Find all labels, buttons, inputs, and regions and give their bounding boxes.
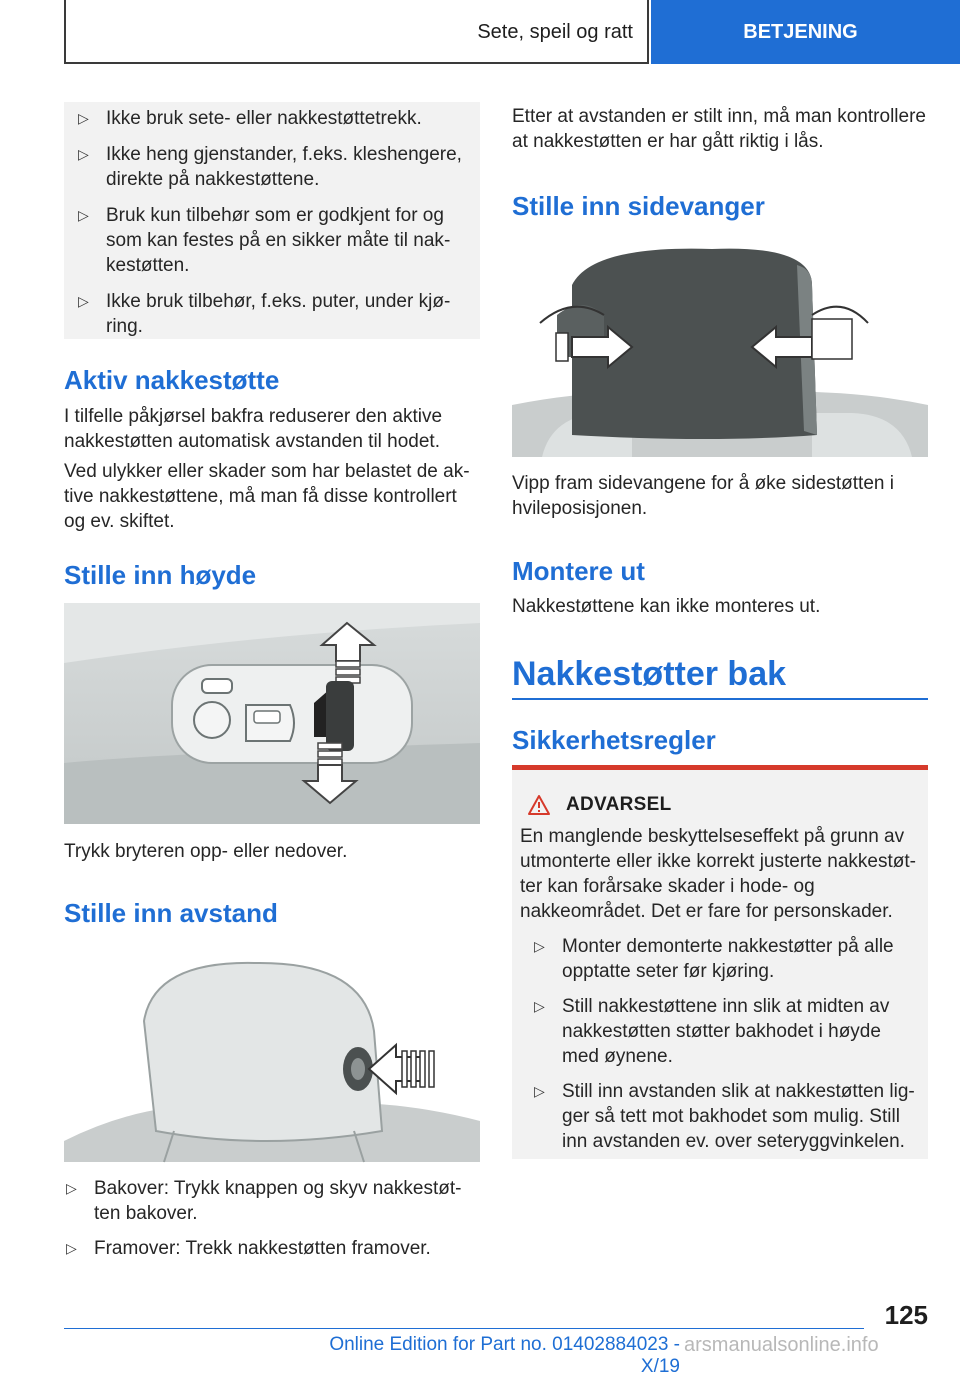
heading-montere-ut: Montere ut bbox=[512, 556, 645, 586]
safety-notes-box bbox=[64, 102, 480, 339]
caption: Trykk bryteren opp- eller nedover. bbox=[64, 841, 348, 862]
triangle-right-icon: ▷ bbox=[78, 293, 89, 309]
triangle-right-icon: ▷ bbox=[66, 1180, 77, 1196]
header-chapter-tab: BETJENING bbox=[651, 0, 960, 64]
paragraph: Nakkestøttene kan ikke monteres ut. bbox=[512, 596, 821, 617]
triangle-right-icon: ▷ bbox=[534, 1083, 545, 1099]
seat-switch-illustration bbox=[64, 603, 480, 824]
paragraph: Ved ulykker eller skader som har belastet de aktive nakkestøttene, må man få disse kontrollert og ev. skiftet. bbox=[64, 461, 470, 532]
list-item: ▷ Monter demonterte nakkestøtter på alle opptatte seter før kjøring. bbox=[534, 936, 894, 982]
heading-sikkerhetsregler: Sikkerhetsregler bbox=[512, 725, 716, 755]
heading-aktiv-nakkestotte: Aktiv nakkestøtte bbox=[64, 365, 280, 395]
triangle-right-icon: ▷ bbox=[78, 207, 89, 223]
warning-title: ADVARSEL bbox=[566, 794, 672, 815]
list-item: ▷ Ikke bruk tilbehør, f.eks. puter, under kjøring. bbox=[78, 291, 451, 337]
list-item: ▷ Bakover: Trykk knappen og skyv nakkestøtten bakover. bbox=[66, 1178, 462, 1224]
paragraph: Etter at avstanden er stilt inn, må man kontrollere at nakkestøtten er har gått riktig i lås. bbox=[512, 106, 926, 152]
list-item: ▷ Ikke heng gjenstander, f.eks. kleshengere, direkte på nakkestøttene. bbox=[78, 144, 462, 190]
caption: Vipp fram sidevangene for å øke sidestøtten i hvileposisjonen. bbox=[512, 473, 894, 519]
list-item: ▷ Ikke bruk sete- eller nakkestøttetrekk. bbox=[78, 108, 422, 129]
warning-triangle-icon bbox=[528, 795, 550, 815]
list-item: ▷ Still nakkestøttene inn slik at midten av nakkestøtten støtter bakhodet i høyde med øynene. bbox=[534, 996, 890, 1067]
distance-list bbox=[64, 1176, 480, 1261]
triangle-right-icon: ▷ bbox=[534, 938, 545, 954]
triangle-right-icon: ▷ bbox=[534, 998, 545, 1014]
footer-divider bbox=[64, 1328, 864, 1329]
warning-header bbox=[520, 794, 918, 816]
edition-text: Online Edition for Part no. 01402884023 - X/19 bbox=[329, 1334, 680, 1377]
heading-stille-inn-avstand: Stille inn avstand bbox=[64, 898, 278, 928]
side-wings-illustration bbox=[512, 245, 928, 457]
list-item: ▷ Bruk kun tilbehør som er godkjent for og som kan festes på en sikker måte til nakkestøtten. bbox=[78, 205, 451, 276]
headrest-distance-illustration bbox=[64, 941, 480, 1162]
list-item: ▷ Still inn avstanden slik at nakkestøtten ligger så tett mot bakhodet som mulig. Still inn avstanden ev. over seteryggvinkelen. bbox=[534, 1081, 915, 1152]
list-item: ▷ Framover: Trekk nakkestøtten framover. bbox=[66, 1238, 431, 1259]
triangle-right-icon: ▷ bbox=[66, 1240, 77, 1256]
paragraph: I tilfelle påkjørsel bakfra reduserer den aktive nakkestøtten automatisk avstanden til hodet. bbox=[64, 406, 443, 452]
heading-nakkestotter-bak: Nakkestøtter bak bbox=[512, 654, 928, 700]
heading-stille-inn-sidevanger: Stille inn sidevanger bbox=[512, 191, 765, 221]
triangle-right-icon: ▷ bbox=[78, 146, 89, 162]
warning-text: En manglende beskyttelseseffekt på grunn av utmonterte eller ikke korrekt justerte nakkestøtter kan forårsake skader i hode- og nakkeområdet. Det er fare for personskader. bbox=[520, 826, 916, 922]
triangle-right-icon: ▷ bbox=[78, 110, 89, 126]
warning-box bbox=[512, 765, 928, 1159]
header-section-title: Sete, speil og ratt bbox=[477, 20, 633, 43]
page-number: 125 bbox=[884, 1300, 928, 1330]
heading-stille-inn-hoyde: Stille inn høyde bbox=[64, 560, 257, 590]
watermark: arsmanualsonline.info bbox=[684, 1334, 879, 1356]
